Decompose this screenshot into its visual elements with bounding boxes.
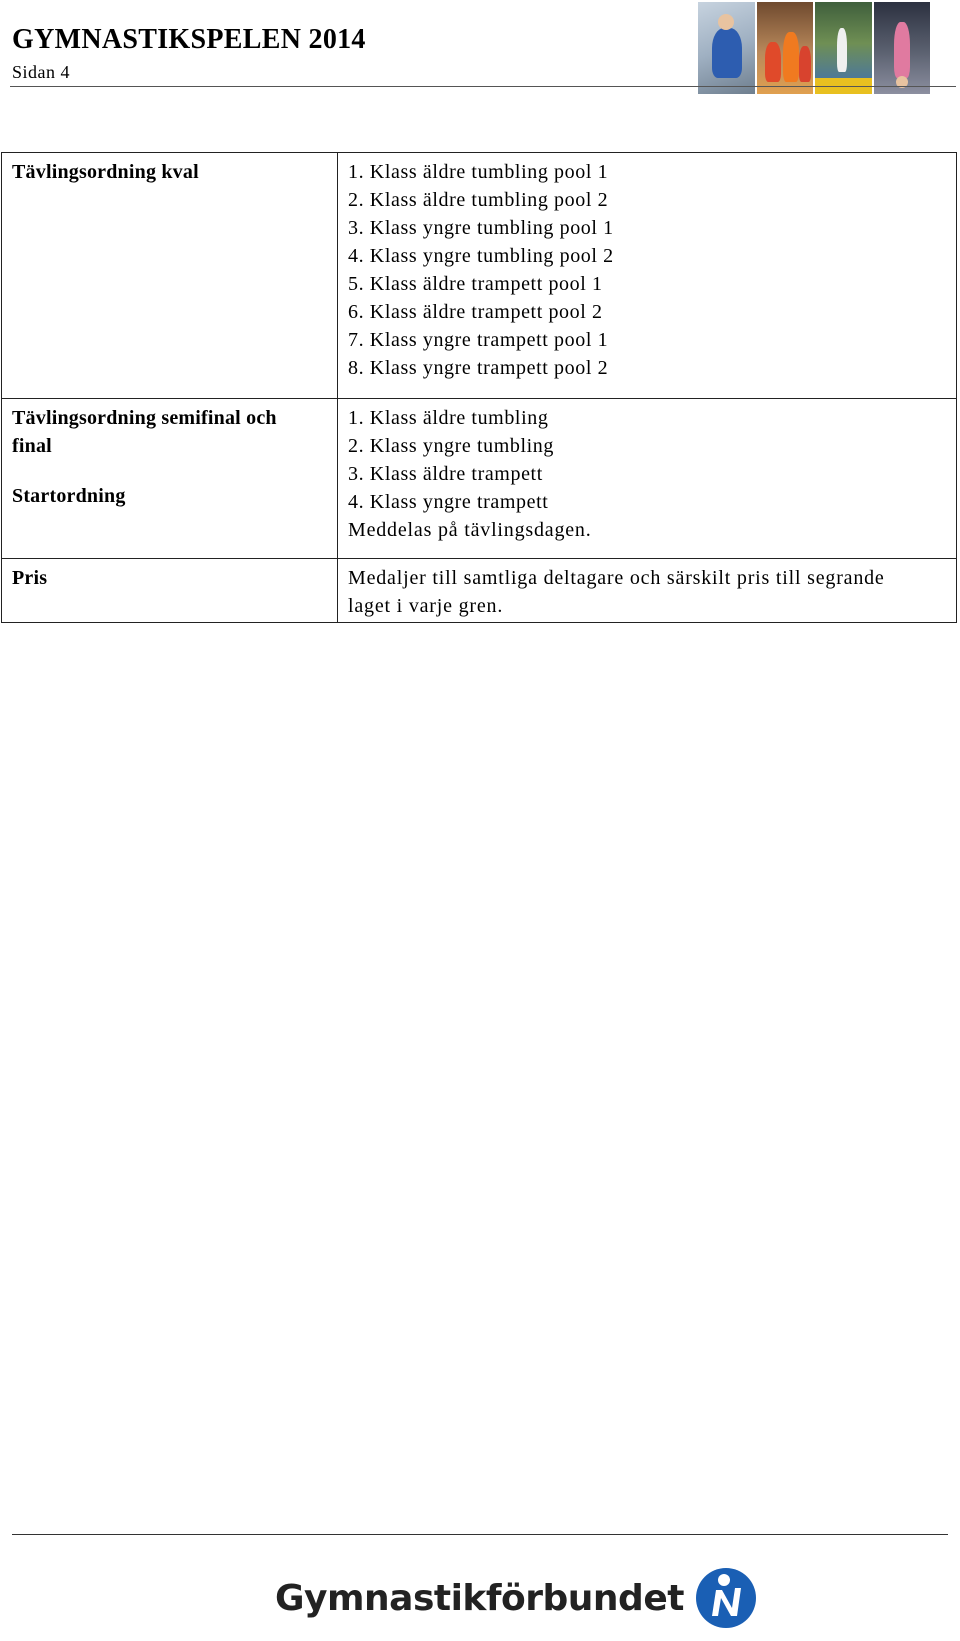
list-item: 2. Klass äldre tumbling pool 2 [348,189,609,211]
page-header [0,0,960,92]
header-divider [10,86,956,87]
list-item: 8. Klass yngre trampett pool 2 [348,357,609,379]
list-item: 3. Klass äldre trampett [348,463,543,485]
list-item: 6. Klass äldre trampett pool 2 [348,301,603,323]
qualification-order-cell [338,153,957,399]
gymnast-photo-2 [757,2,814,94]
list-item: 2. Klass yngre tumbling [348,435,555,457]
document-title: GYMNASTIKSPELEN 2014 [12,24,366,55]
prize-cell [338,559,957,623]
semifinal-final-order-list [348,404,946,516]
row-label-semifinal-final-order [2,399,338,559]
row-label-qualification-order: Tävlingsordning kval [2,153,338,399]
gymnast-photo-4 [874,2,931,94]
gymnastikforbundet-logo [275,1563,758,1633]
table-row [2,153,957,399]
list-item: 5. Klass äldre trampett pool 1 [348,273,603,295]
federation-emblem-icon [694,1566,758,1630]
list-item: 4. Klass yngre tumbling pool 2 [348,245,614,267]
list-item: 3. Klass yngre tumbling pool 1 [348,217,614,239]
competition-schedule-table [1,152,957,623]
logo-wordmark: Gymnastikförbundet [275,1577,684,1619]
list-item: 1. Klass äldre tumbling [348,407,549,429]
qualification-order-list [348,158,946,382]
semifinal-final-order-cell [338,399,957,559]
row-label-prize: Pris [2,559,338,623]
gymnast-photo-3 [815,2,872,94]
semifinal-final-label: Tävlingsordning semifinal och final [12,407,277,457]
list-item: 4. Klass yngre trampett [348,491,549,513]
start-order-label: Startordning [12,485,126,507]
table-row [2,399,957,559]
page-number: Sidan 4 [12,62,71,82]
footer-divider [12,1534,948,1535]
prize-text: Medaljer till samtliga deltagare och särskilt pris till segrande laget i varje gren. [348,567,885,617]
list-item: 7. Klass yngre trampett pool 1 [348,329,609,351]
list-item: 1. Klass äldre tumbling pool 1 [348,161,609,183]
table-row [2,559,957,623]
start-order-text: Meddelas på tävlingsdagen. [348,519,592,541]
gymnast-photo-1 [698,2,755,94]
header-photo-strip [698,2,930,94]
